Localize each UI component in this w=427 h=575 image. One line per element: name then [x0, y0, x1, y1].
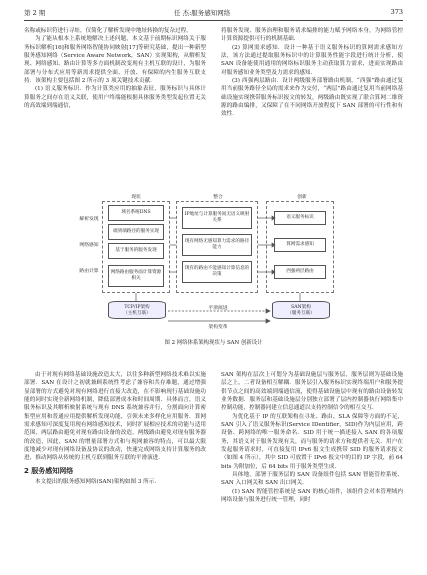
paragraph: (1) SAN 智能管控系统是 SAN 的核心组件，该组件会对本管理域内网络设备与服务进行统一管理，同时 — [221, 488, 403, 504]
paragraph: 将服务发现、服务治理和服务请求编排的能力赋予网络本身，为网络管控计算资源提供可行的机制基础． — [221, 28, 403, 43]
integration-box-mapping: IP地址与计算服务间无语义映射关系 — [182, 207, 252, 229]
issue-label: 第 2 期 — [24, 9, 46, 17]
paragraph: 由于对现有网络基础设施改造太大，以往多种新型网络技术难以实施部署．SAN 在设计之初就兼顾系统性考虑了兼容和共存难题，通过增强显部署的方式避免对现有网络进行直接大改造，在不影响现行基础设施功能的同时实现全新网络机制，降低部署成本和时间周期．具体而言，语义服务标识及其解析映射系统与现有 DNS 系统兼容并行，分割面向计算密集型应用和普通应用提供解析发现功能，引领未来多样化应用服务．算网需求感知可深度复用现有网络感知技术，同时扩展相应技术的功能与适用范围，两层路由避免对现有路由设备的改造，两级路由避免对现有服务器的改造，因此，SAN 的增量部署方式和与现网兼容的特点，可以最大限度地减少对现有网络设备及协议的改动，快速完成网络支持计算服务的改进，推动网络从传统的主机互联到服务互联的平滑演进． — [24, 372, 206, 462]
label-sense: 网络感知 — [79, 243, 99, 248]
paragraph: (1) 语义服务标识．作为计算类应用的抽象表征，服务标识与具体计算服务之间存在语义关联，使用户终端能根据具体服务类型发起位置无关的高效端到端通信， — [24, 86, 206, 110]
tcpip-architecture — [108, 301, 166, 319]
page-number: 373 — [390, 8, 403, 16]
col-title-integration: 整合 — [213, 195, 223, 200]
right-column-top — [221, 27, 403, 119]
running-header — [24, 8, 403, 20]
paragraph: SAN 架构在层次上可划分为基础设施层与服务层，服务层则为基础设施层之上，二者设备相互解耦．服务层引入服务标识实现终端用户和服务提供节点之间的高效端到端通信流，使得基础设施层中现有的路由设备转发业务数据．服务层和基础设施层分别独立部署了层内控制器执行网络集中控制功能，控制器同建立信息通道以支持控制信令的相互交互． — [221, 372, 403, 412]
label-resolve: 解析发现 — [79, 217, 99, 222]
header-rule — [24, 20, 403, 21]
status-box-path: 端到端路径的服务实现 — [108, 224, 164, 240]
paragraph: 为优化基于 IP 的互联架构在寻址、路由、SLA 保障等方面的不足，SAN 引入了语义服务标识(Service IDentifier，SID)作为内层应用，跨设备、跨网络的唯一服务命名．SID 用于统一描述接入 SAN 的各项服务，其语义对于服务发现有关，而与服务的请求方和提供者无关．用户在发起服务请求时，可直接复用 IPv6 报文生成携带 SID 的服务请求报文（如图 4 所示），其中 SID 可放置于 IPv6 报文中的目的 IP 字段，前 64 bits 为附加位，后 64 bits 用于服务类型生成． — [221, 413, 403, 470]
figure-caption: 图 2 网络体系架构现状与 SAN 创新设计 — [164, 340, 263, 346]
innovation-box-routing: 西强两层路由 — [274, 265, 326, 279]
status-box-routing: 网络路由服务面计算资源相关 — [108, 265, 164, 287]
san-sublabel: （服务互联） — [287, 311, 315, 316]
tcpip-sublabel: （主机互联） — [123, 311, 151, 316]
label-route: 路由计算 — [79, 269, 99, 274]
paragraph: 为了能从根本上系统地解决上述问题，本文基于前期标识网络关于服务标识解析[16]和服务网络智能协同映射[17]等研究基础，提出一种新型服务感知网络（Service Aware Network，SAN）实现架构，从解析发现、网络感知、路由计算等多方面机制改变现有主机互联的设计，为服务部署与分布式应用等新需求提供全面、开放、有保障的内生服务互联支持．该架构主要包括图 2 所示的 3 项关键技术贡献． — [24, 36, 206, 85]
smooth-evolution-label: 平滑演进 — [208, 306, 228, 311]
san-architecture — [272, 301, 330, 319]
article-title: 任 杰:服务感知网络 — [174, 9, 231, 17]
paragraph: 本文提出的服务感知网络(SAN)架构如图 3 所示． — [35, 479, 160, 486]
col-title-innovation: 创新 — [297, 195, 307, 200]
innovation-box-sensing: 算网需求感知 — [274, 238, 326, 252]
integration-box-sensing: 现有网络无感知算力需求的路径能力 — [182, 234, 252, 256]
right-column-bottom — [221, 371, 403, 505]
san-label: SAN架构 — [291, 305, 311, 310]
status-box-dns: 域名系统DNS — [108, 205, 164, 221]
architecture-change-label: 架构变革 — [208, 325, 228, 330]
paragraph: (3) 西强两层路由．设计两级服务部署路由机制，“西强”路由通过复用当前服务路径全局的需求来作为交付，“两层”路由通过复用当前网络基础设施实现携带服务标识报文的转发，两级路由既实现了联合算网二维资源的路由编排，又保障了在不同网络开放程度下 SAN 部署的可行性和有效性． — [221, 78, 403, 118]
paragraph: 名称或标识符进行寻址，仅简化了解析发现中地址转换的复杂过程。 — [24, 28, 192, 34]
tcpip-label: TCP/IP架构 — [124, 305, 150, 310]
integration-box-routing: 现有的路由不能感知计算信息的决策 — [182, 261, 252, 283]
left-column-bottom — [24, 371, 206, 486]
innovation-box-sid: 语义服务标识 — [274, 211, 326, 225]
figure-2 — [76, 193, 359, 333]
paragraph: 具体地，部署于服务层的 SAN 设备组件包括 SAN 智能管控系统、SAN 入口网关和 SAN 出口网关． — [221, 472, 403, 487]
left-column-top — [24, 27, 206, 110]
status-box-discovery: 基于服务的服务发现 — [108, 243, 164, 259]
col-title-status: 现状 — [131, 195, 141, 200]
paragraph: (2) 算网需求感知．设计一种基于语义服务标识的算网需求感知方法，该方法通过提取服务标识中的计算服务性能字段进行统计分析，使 SAN 设备能使用通用的网络标识服务主动获取算力需求，进而实现路由对服务感知业务类型及力需求的感知． — [221, 44, 403, 76]
section-heading: 2 服务感知网络 — [24, 466, 74, 475]
